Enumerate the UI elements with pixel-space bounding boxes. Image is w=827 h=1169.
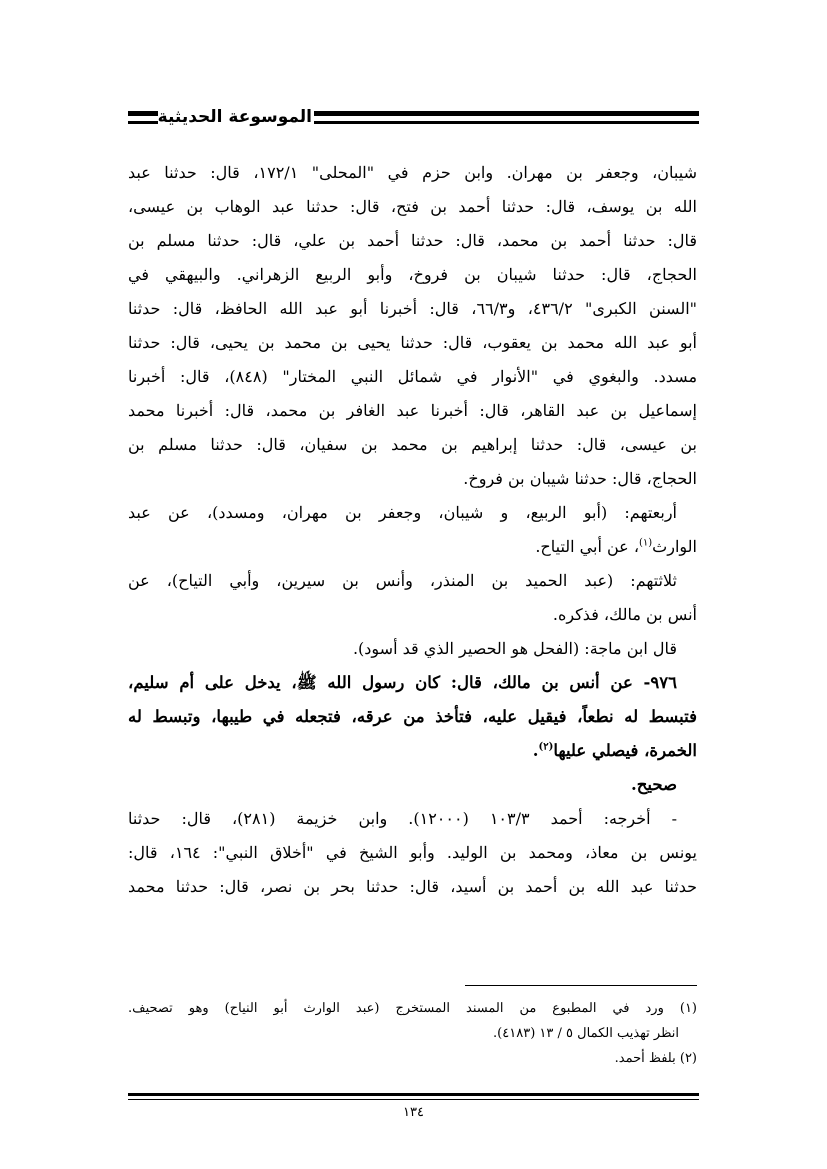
- header-rule-right: [314, 111, 699, 124]
- text-line: الحجاج، قال: حدثنا شيبان بن فروخ، وأبو الربيع الزهراني. والبيهقي في: [128, 265, 697, 284]
- text-line: الحجاج، قال: حدثنا شيبان بن فروخ.: [463, 469, 697, 488]
- footnote-line: (١) ورد في المطبوع من المسند المستخرج (عبد الوارث أبو النياح) وهو تصحيف.: [128, 1001, 697, 1016]
- text-fragment: .: [532, 741, 539, 760]
- footnote-ref[interactable]: (١): [638, 537, 653, 549]
- footnote-ref[interactable]: (٢): [538, 741, 554, 753]
- text-line: شيبان، وجعفر بن مهران. وابن حزم في "المحلى" ١٧٢/١، قال: حدثنا عبد: [128, 163, 697, 182]
- header-rule-left: [128, 111, 158, 124]
- text-line-with-footnote: [128, 530, 697, 564]
- text-line: أبو عبد الله محمد بن يعقوب، قال: حدثنا يحيى بن محمد بن يحيى، قال: حدثنا: [128, 333, 697, 352]
- text-line: - أخرجه: أحمد ١٠٣/٣ (١٢٠٠٠). وابن خزيمة (٢٨١)، قال: حدثنا: [128, 809, 678, 828]
- text-line: إسماعيل بن عبد القاهر، قال: أخبرنا عبد الغافر بن محمد، قال: أخبرنا محمد: [128, 401, 697, 420]
- text-line: حدثنا عبد الله بن أحمد بن أسيد، قال: حدثنا بحر بن نصر، قال: حدثنا محمد: [128, 877, 697, 896]
- running-header: [128, 102, 699, 138]
- hadith-line-with-footnote: [128, 734, 697, 768]
- text-line: يونس بن معاذ، ومحمد بن الوليد. وأبو الشيخ في "أخلاق النبي": ١٦٤، قال:: [128, 843, 697, 862]
- header-title: الموسوعة الحديثية: [157, 107, 312, 127]
- page-number: ١٣٤: [403, 1105, 424, 1120]
- text-line: قال: حدثنا أحمد بن محمد، قال: حدثنا أحمد بن علي، قال: حدثنا مسلم بن: [128, 231, 697, 250]
- footnotes: [128, 996, 697, 1071]
- grading-line: صحيح.: [630, 775, 677, 794]
- text-line: ثلاثتهم: (عبد الحميد بن المنذر، وأنس بن سيرين، وأبي التياح)، عن: [128, 571, 677, 590]
- hadith-line: فتبسط له نطعاً، فيقيل عليه، فتأخذ من عرقه، فتجعله في طيبها، وتبسط له: [128, 707, 697, 726]
- footnote-line: (٢) بلفظ أحمد.: [614, 1051, 697, 1066]
- footer-rule-thin: [128, 1099, 699, 1100]
- text-line: مسدد. والبغوي في "الأنوار في شمائل النبي المختار" (٨٤٨)، قال: أخبرنا: [128, 367, 697, 386]
- footnote-separator: [465, 985, 697, 986]
- text-line: "السنن الكبرى" ٤٣٦/٢، و٦٦/٣، قال: أخبرنا أبو عبد الله الحافظ، قال: حدثنا: [128, 299, 697, 318]
- text-fragment: ، عن أبي التياح.: [535, 537, 639, 556]
- text-fragment: الوارث: [652, 537, 697, 556]
- text-line: أربعتهم: (أبو الربيع، و شيبان، وجعفر بن مهران، ومسدد)، عن عبد: [128, 503, 677, 522]
- footnote-line: انظر تهذيب الكمال ٥ / ١٣ (٤١٨٣).: [493, 1026, 679, 1041]
- text-line: قال ابن ماجة: (الفحل هو الحصير الذي قد أسود).: [352, 639, 677, 658]
- text-fragment: الخمرة، فيصلي عليها: [553, 741, 697, 760]
- text-line: أنس بن مالك، فذكره.: [552, 605, 697, 624]
- text-line: بن عيسى، قال: حدثنا إبراهيم بن محمد بن سفيان، قال: حدثنا مسلم بن: [128, 435, 697, 454]
- footer-rule-thick: [128, 1093, 699, 1096]
- text-line: الله بن يوسف، قال: حدثنا أحمد بن فتح، قال: حدثنا عبد الوهاب بن عيسى،: [128, 197, 697, 216]
- hadith-line: ٩٧٦- عن أنس بن مالك، قال: كان رسول الله ﷺ، يدخل على أم سليم،: [128, 673, 677, 692]
- body-text: [128, 156, 697, 904]
